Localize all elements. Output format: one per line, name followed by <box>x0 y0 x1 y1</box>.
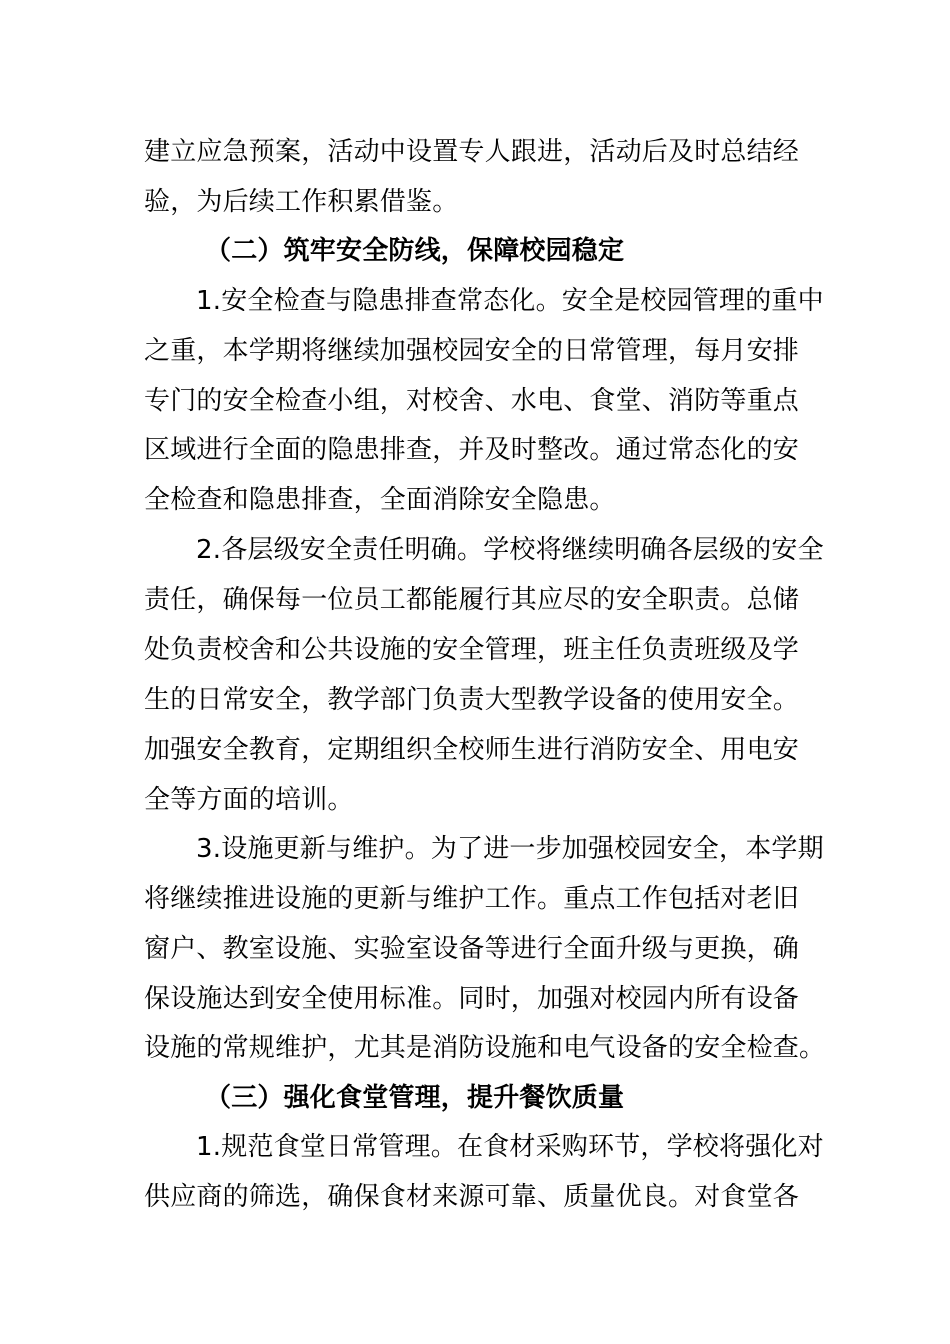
body-text-line: 保设施达到安全使用标准。同时，加强对校园内所有设备 <box>144 984 800 1014</box>
body-text-line: 责任，确保每一位员工都能履行其应尽的安全职责。总储 <box>144 585 800 615</box>
body-text-line: 全检查和隐患排查，全面消除安全隐患。 <box>144 485 616 515</box>
paragraph-first-line: 3.设施更新与维护。为了进一步加强校园安全，本学期 <box>196 834 824 864</box>
body-text-line: 处负责校舍和公共设施的安全管理，班主任负责班级及学 <box>144 635 800 665</box>
body-text-line: 加强安全教育，定期组织全校师生进行消防安全、用电安 <box>144 735 800 765</box>
section-heading: （二）筑牢安全防线，保障校园稳定 <box>205 236 625 266</box>
body-text-line: 之重，本学期将继续加强校园安全的日常管理，每月安排 <box>144 336 800 366</box>
section-heading: （三）强化食堂管理，提升餐饮质量 <box>205 1083 625 1113</box>
body-text-line: 窗户、教室设施、实验室设备等进行全面升级与更换，确 <box>144 934 800 964</box>
body-text-line: 验，为后续工作积累借鉴。 <box>144 187 459 217</box>
paragraph-first-line: 1.规范食堂日常管理。在食材采购环节，学校将强化对 <box>196 1132 824 1162</box>
body-text-line: 生的日常安全，教学部门负责大型教学设备的使用安全。 <box>144 685 800 715</box>
body-text-line: 设施的常规维护，尤其是消防设施和电气设备的安全检查。 <box>144 1033 826 1063</box>
body-text-line: 建立应急预案，活动中设置专人跟进，活动后及时总结经 <box>144 137 800 167</box>
body-text-line: 全等方面的培训。 <box>144 785 354 815</box>
body-text-line: 区域进行全面的隐患排查，并及时整改。通过常态化的安 <box>144 435 800 465</box>
body-text-line: 将继续推进设施的更新与维护工作。重点工作包括对老旧 <box>144 884 800 914</box>
body-text-line: 供应商的筛选，确保食材来源可靠、质量优良。对食堂各 <box>144 1182 800 1212</box>
body-text-line: 专门的安全检查小组，对校舍、水电、食堂、消防等重点 <box>144 386 800 416</box>
paragraph-first-line: 2.各层级安全责任明确。学校将继续明确各层级的安全 <box>196 535 824 565</box>
paragraph-first-line: 1.安全检查与隐患排查常态化。安全是校园管理的重中 <box>196 286 824 316</box>
